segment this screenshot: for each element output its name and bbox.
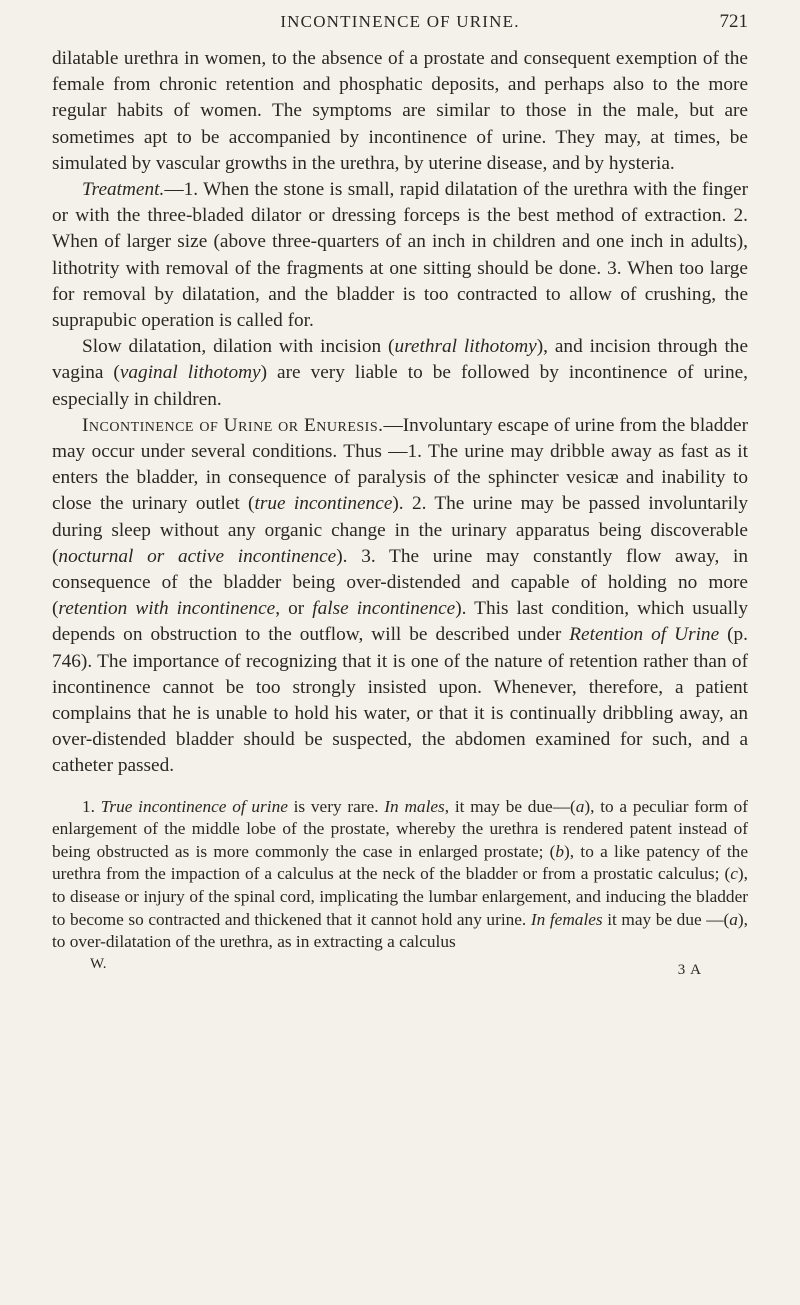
italic-term: a [729, 909, 738, 929]
paragraph-treatment [52, 177, 748, 334]
page-footer [52, 956, 748, 986]
paragraph-incontinence [52, 413, 748, 780]
text-run: , it may be due—( [444, 796, 576, 816]
italic-term: b [555, 841, 565, 861]
paragraph-slow-dilatation [52, 334, 748, 413]
text-run: ). This last condition, which usually depends on obstruction to the outflow, will be described under [52, 598, 748, 646]
italic-term: false incontinence [312, 598, 456, 620]
page-header [52, 0, 748, 44]
italic-term: true incontinence [254, 493, 393, 515]
running-head: INCONTINENCE OF URINE. [280, 12, 520, 31]
section-heading-incontinence: Incontinence of Urine or Enuresis. [82, 414, 384, 436]
signature-mark: W. [90, 955, 107, 972]
text-run: ). 2. The urine may be passed involuntarily during sleep without any organic change in the urinary apparatus being discoverable ( [52, 493, 748, 567]
text-run: —Involuntary escape of urine from the bladder may occur under several conditions. Thus —1. The urine may dribble away as fast as it enters the bladder, in consequence of paralysis of the sphincter vesicæ and inability to close the urinary outlet ( [52, 414, 748, 515]
sheet-signature: 3 A [677, 961, 702, 978]
italic-term: In females [530, 909, 603, 929]
footnote-number: 1. [82, 796, 101, 816]
treatment-heading: Treatment. [82, 179, 165, 201]
treatment-text: —1. When the stone is small, rapid dilatation of the urethra with the finger or with the three-bladed dilator or dressing forceps is the best method of extraction. 2. When of larger size (above three-quarters of an inch in children and one inch in adults), lithotrity with removal of the fragments at one sitting should be done. 3. When too large for removal by dilatation, and the bladder is too contracted to allow of crushing, the suprapubic operation is called for. [52, 179, 748, 332]
text-run: ), to over-dilatation of the urethra, as in extracting a calculus [52, 909, 748, 952]
italic-term: nocturnal or active incontinence [58, 545, 337, 567]
italic-term: In males [384, 796, 445, 816]
italic-term: c [730, 864, 738, 884]
italic-term: urethral lithotomy [394, 336, 537, 358]
italic-term: retention with incontinence [58, 598, 276, 620]
paragraph-1-text: dilatable urethra in women, to the absence of a prostate and consequent exemption of the female from chronic retention and phosphatic deposits, and perhaps also to the more regular habits of women. The symptoms are similar to those in the male, but are sometimes apt to be accompanied by incontinence of urine. They may, at times, be simulated by vascular growths in the urethra, by uterine disease, and by hysteria. [52, 48, 748, 174]
footnote-1 [52, 796, 748, 954]
text-run: ), to a peculiar form of enlargement of the middle lobe of the prostate, whereby the urethra is rendered patent instead of being obstructed as is more commonly the case in enlarged prostate; ( [52, 796, 748, 861]
text-run: ). 3. The urine may constantly flow away, in consequence of the bladder being over-distended and capable of holding no more ( [52, 545, 749, 620]
text-run: it may be due —( [602, 909, 730, 929]
footnotes [52, 796, 748, 954]
text-run: ), to a like patency of the urethra from the impaction of a calculus at the neck of the bladder or from a prostatic calculus; ( [52, 841, 748, 884]
italic-term: a [575, 796, 585, 816]
italic-term: True incontinence of urine [100, 796, 288, 816]
text-run: ), to disease or injury of the spinal cord, implicating the lumbar enlargement, and inducing the bladder to become so contracted and thickened that it cannot hold any urine. [52, 864, 748, 929]
italic-term: vaginal lithotomy [119, 362, 261, 384]
text-run: Slow dilatation, dilation with incision ( [82, 336, 395, 358]
text-run: , or [275, 598, 313, 620]
text-run: (p. 746). The importance of recognizing that it is one of the nature of retention rather than of incontinence cannot be too strongly insisted upon. Whenever, therefore, a patient complains that he is unable to hold his water, or that it is continually dribbling away, an over-distended bladder should be suspected, the abdomen examined for such, and a catheter passed. [52, 624, 749, 777]
paragraph-1 [52, 46, 748, 177]
text-run: ), and incision through the vagina ( [52, 336, 749, 384]
body-text [52, 46, 748, 780]
italic-term: Retention of Urine [569, 624, 720, 646]
text-run: ) are very liable to be followed by incontinence of urine, especially in children. [52, 362, 748, 410]
page-number: 721 [719, 11, 748, 32]
text-run: is very rare. [287, 796, 385, 816]
